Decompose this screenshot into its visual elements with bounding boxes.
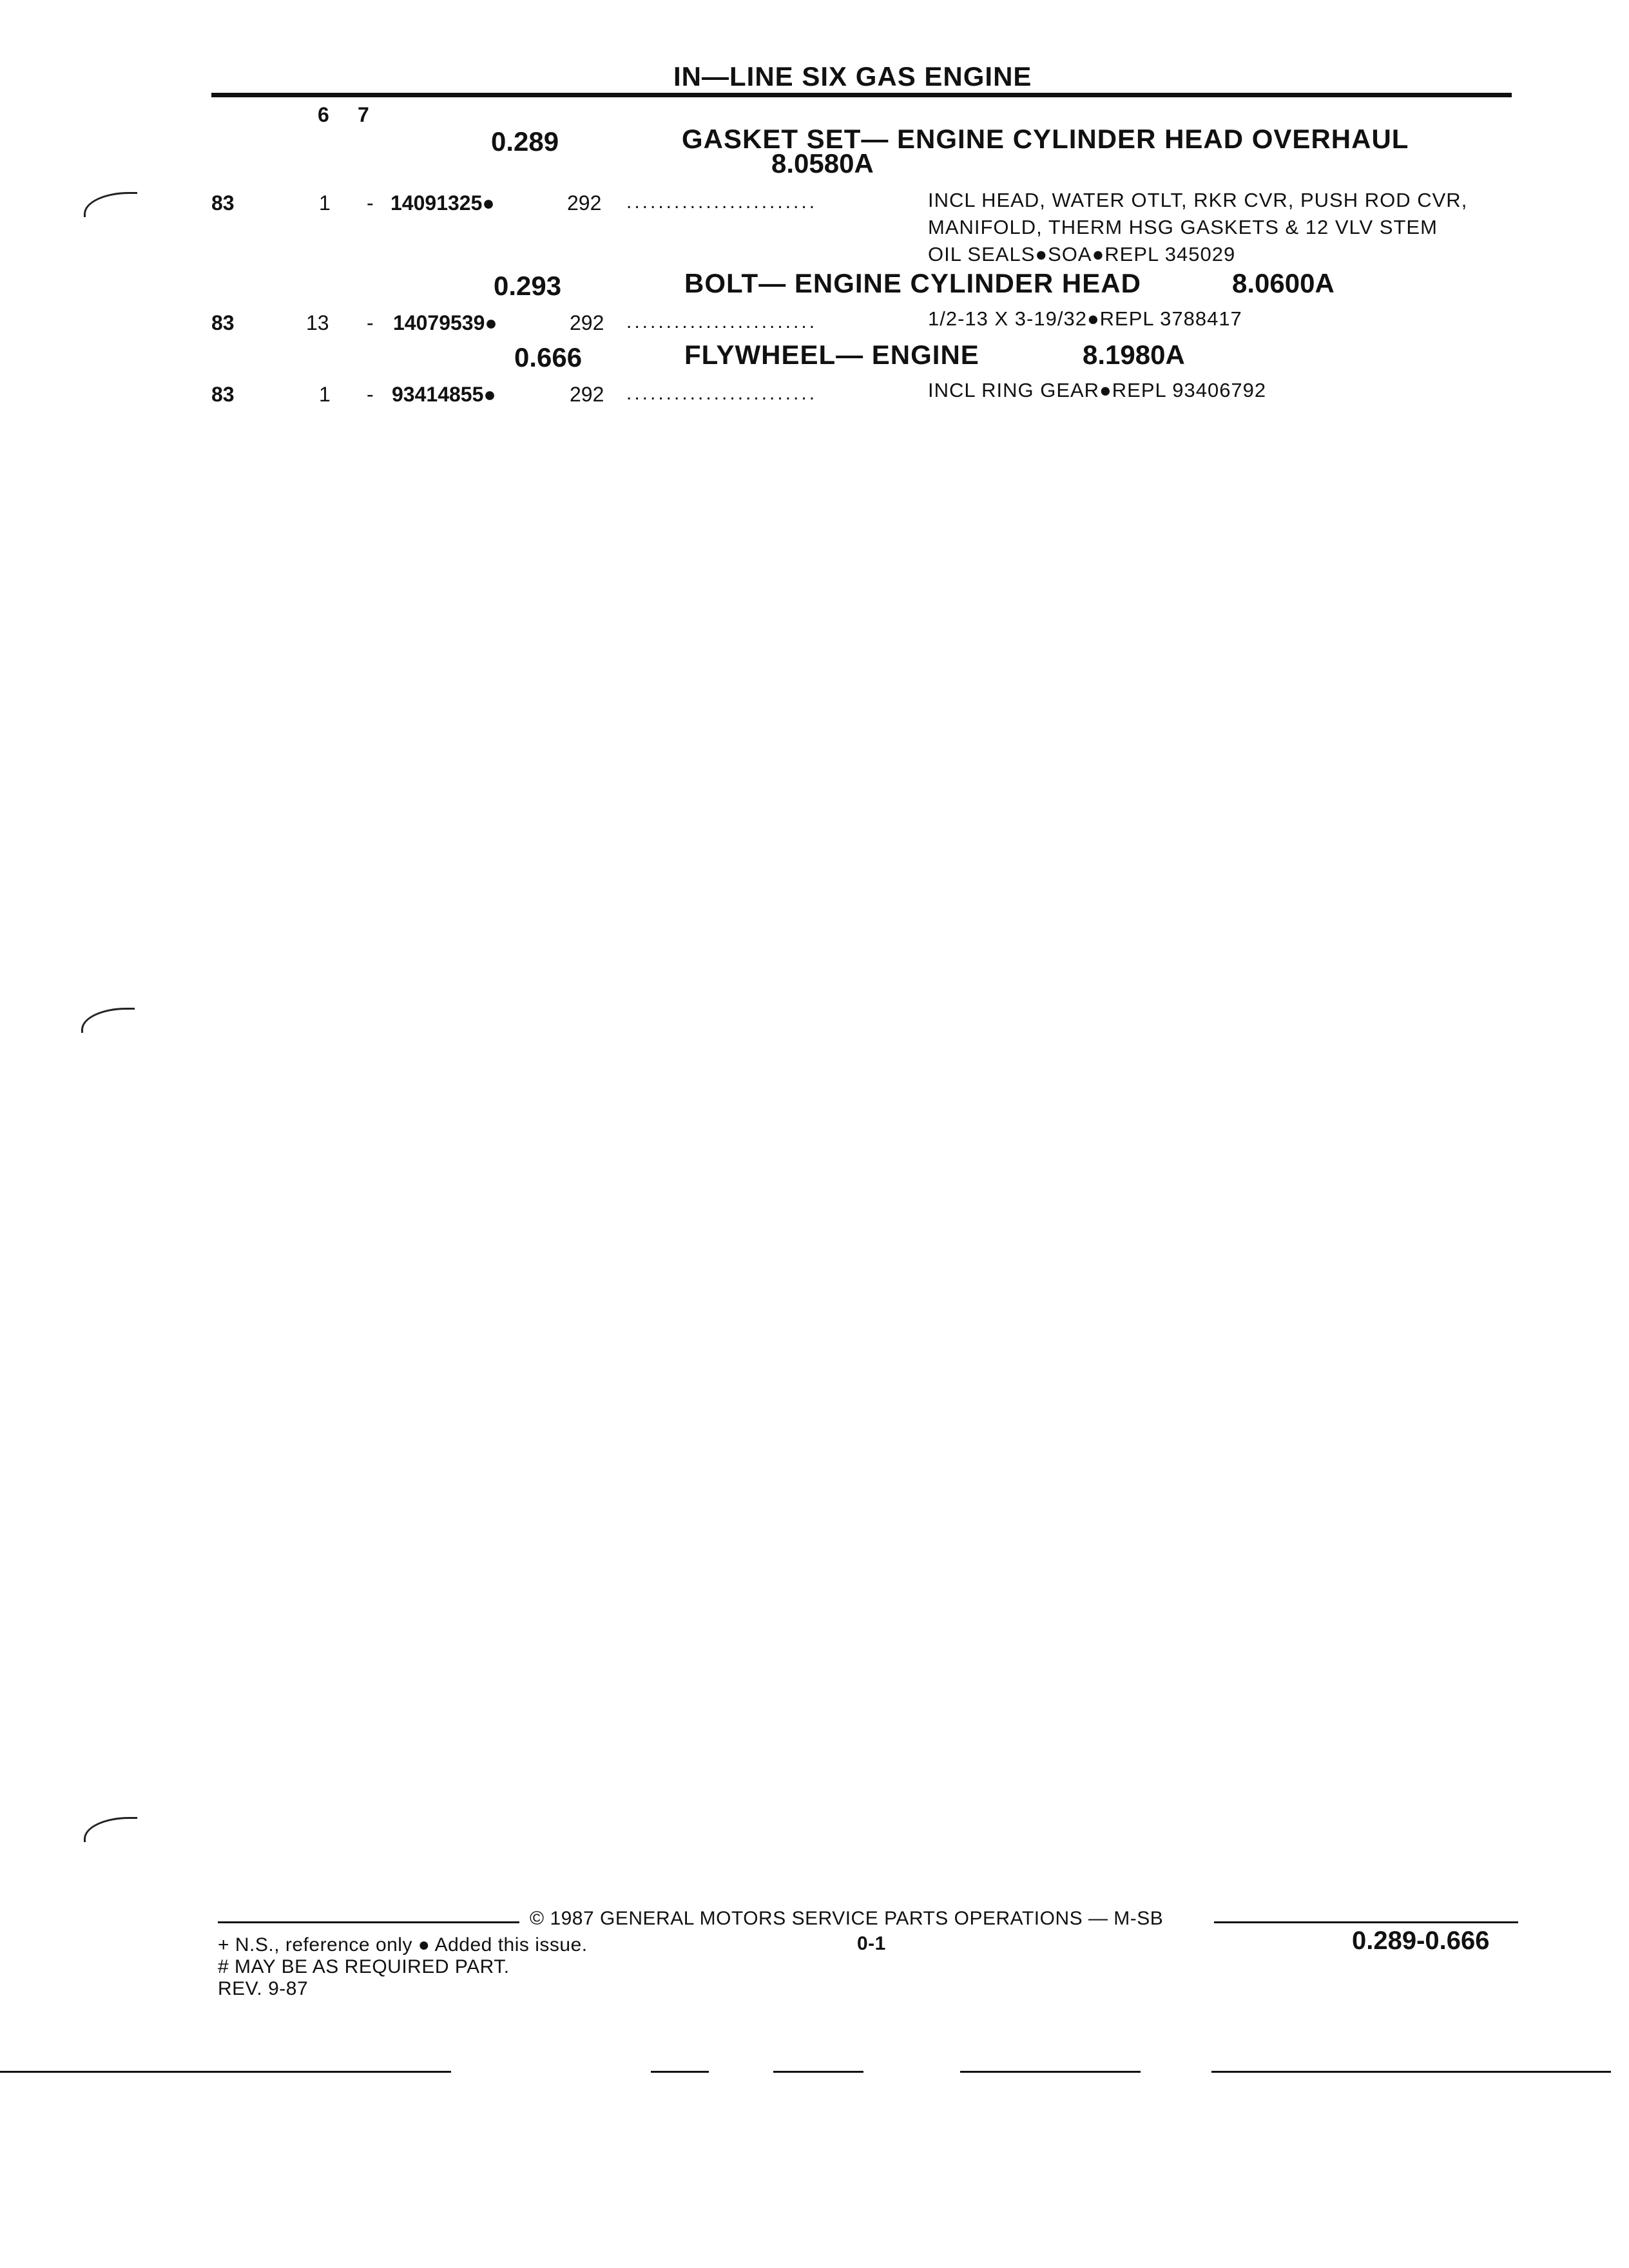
row-col1: 83 xyxy=(211,191,235,215)
group-name: GASKET SET— ENGINE CYLINDER HEAD OVERHAUL xyxy=(682,124,1409,154)
group-number: 0.293 xyxy=(494,271,562,301)
group-number: 0.666 xyxy=(514,342,583,372)
row-part-number: 14079539● xyxy=(393,311,497,334)
title-rule xyxy=(211,93,1512,97)
column-header-7: 7 xyxy=(358,103,369,126)
row-description xyxy=(928,305,1242,332)
leader-dots: ........................ xyxy=(626,383,818,404)
bottom-rule xyxy=(0,2071,451,2073)
row-qty: 1 xyxy=(319,383,331,406)
description-line: INCL HEAD, WATER OTLT, RKR CVR, PUSH ROD CVR, xyxy=(928,189,1468,211)
row-description xyxy=(928,187,1467,268)
group-code: 8.0600A xyxy=(1232,268,1335,298)
group-number: 0.289 xyxy=(491,126,559,157)
description-line: OIL SEALS●SOA●REPL 345029 xyxy=(928,243,1236,265)
scan-mark xyxy=(84,1817,137,1842)
row-part-number: 14091325● xyxy=(390,191,495,215)
footnote-ns: + N.S., reference only ● Added this issue. xyxy=(218,1934,588,1956)
revision: REV. 9-87 xyxy=(218,1978,309,1999)
row-description xyxy=(928,377,1266,404)
row-code: 292 xyxy=(570,383,604,406)
page-title: IN—LINE SIX GAS ENGINE xyxy=(673,61,1032,91)
row-qty: 13 xyxy=(306,311,329,334)
row-code: 292 xyxy=(567,191,602,215)
row-qty: 1 xyxy=(319,191,331,215)
column-header-6: 6 xyxy=(318,103,329,126)
scan-mark xyxy=(84,192,137,217)
group-name: BOLT— ENGINE CYLINDER HEAD xyxy=(684,268,1141,298)
bottom-rule xyxy=(1211,2071,1611,2073)
description-line: MANIFOLD, THERM HSG GASKETS & 12 VLV STEM xyxy=(928,216,1438,238)
leader-dots: ........................ xyxy=(626,191,818,213)
copyright-line: © 1987 GENERAL MOTORS SERVICE PARTS OPERATIONS — M-SB xyxy=(530,1908,1164,1929)
bottom-rule xyxy=(960,2071,1141,2073)
footer-rule-left xyxy=(218,1921,519,1923)
leader-dots: ........................ xyxy=(626,311,818,332)
footer-rule-right xyxy=(1214,1921,1518,1923)
description-line: 1/2-13 X 3-19/32●REPL 3788417 xyxy=(928,307,1242,330)
page-range: 0.289-0.666 xyxy=(1352,1927,1490,1955)
bottom-rule xyxy=(651,2071,709,2073)
row-dash: - xyxy=(367,383,374,406)
row-col1: 83 xyxy=(211,311,235,334)
row-dash: - xyxy=(367,191,374,215)
row-dash: - xyxy=(367,311,374,334)
group-name: FLYWHEEL— ENGINE xyxy=(684,340,979,370)
group-code: 8.1980A xyxy=(1083,340,1185,370)
group-code: 8.0580A xyxy=(771,148,874,178)
row-code: 292 xyxy=(570,311,604,334)
scan-mark xyxy=(81,1008,135,1033)
bottom-rule xyxy=(773,2071,863,2073)
description-line: INCL RING GEAR●REPL 93406792 xyxy=(928,379,1267,401)
page-number: 0-1 xyxy=(857,1933,886,1954)
footnote-required: # MAY BE AS REQUIRED PART. xyxy=(218,1956,510,1977)
row-part-number: 93414855● xyxy=(392,383,496,406)
row-col1: 83 xyxy=(211,383,235,406)
